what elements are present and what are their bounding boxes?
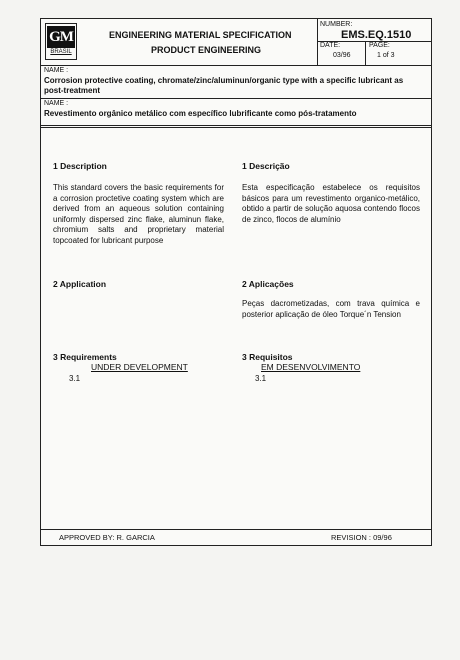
requirements-pt-status: EM DESENVOLVIMENTO bbox=[261, 362, 361, 372]
gm-logo-mark: GM bbox=[47, 26, 75, 48]
name-en-label: NAME : bbox=[44, 67, 69, 74]
gm-logo-subtitle: BRASIL bbox=[50, 49, 72, 55]
requirements-en-title: 3 Requirements bbox=[53, 352, 117, 362]
spec-sheet bbox=[40, 18, 432, 546]
page-value: 1 of 3 bbox=[377, 52, 395, 59]
requirements-pt-title: 3 Requisitos bbox=[242, 352, 293, 362]
gm-logo bbox=[45, 23, 77, 60]
requirements-en-status: UNDER DEVELOPMENT bbox=[91, 362, 188, 372]
name-en-value: Corrosion protective coating, chromate/zinc/aluminun/organic type with a specific lubricant as post-treatment bbox=[44, 76, 404, 95]
doc-subtitle: PRODUCT ENGINEERING bbox=[151, 45, 262, 55]
approved-by: APPROVED BY: R. GARCIA bbox=[59, 533, 155, 542]
application-pt-title: 2 Aplicações bbox=[242, 279, 294, 289]
requirements-pt-item: 3.1 bbox=[255, 374, 267, 383]
name-pt-value: Revestimento orgânico metálico com específico lubrificante como pós-tratamento bbox=[44, 109, 357, 118]
spec-number: EMS.EQ.1510 bbox=[341, 29, 412, 41]
application-pt-text: Peças dacrometizadas, com trava química e posterior aplicação de óleo Torque´n Tension bbox=[242, 299, 420, 319]
application-en-title: 2 Application bbox=[53, 279, 107, 289]
description-pt-title: 1 Descrição bbox=[242, 161, 290, 171]
date-label: DATE: bbox=[320, 42, 341, 49]
revision: REVISION : 09/96 bbox=[331, 533, 392, 542]
requirements-en-item: 3.1 bbox=[69, 374, 81, 383]
description-en-title: 1 Description bbox=[53, 161, 107, 171]
description-en-text: This standard covers the basic requirements for a corrosion proctetive coating system which are derived from an aqueous solution containing uniformly dispersed zinc flake, aluminun flake, chromium salts and proprietary material topcoated for lubricant purpose bbox=[53, 183, 224, 245]
doc-title: ENGINEERING MATERIAL SPECIFICATION bbox=[109, 30, 292, 40]
name-pt-label: NAME : bbox=[44, 100, 69, 107]
number-label: NUMBER: bbox=[320, 21, 353, 28]
page-label: PAGE: bbox=[369, 42, 390, 49]
date-value: 03/96 bbox=[333, 52, 351, 59]
description-pt-text: Esta especificação estabelece os requisitos básicos para um revestimento organico-metálico, obtido a partir de solução aquosa contendo flocos de zinco, flocos de alumínio bbox=[242, 183, 420, 224]
